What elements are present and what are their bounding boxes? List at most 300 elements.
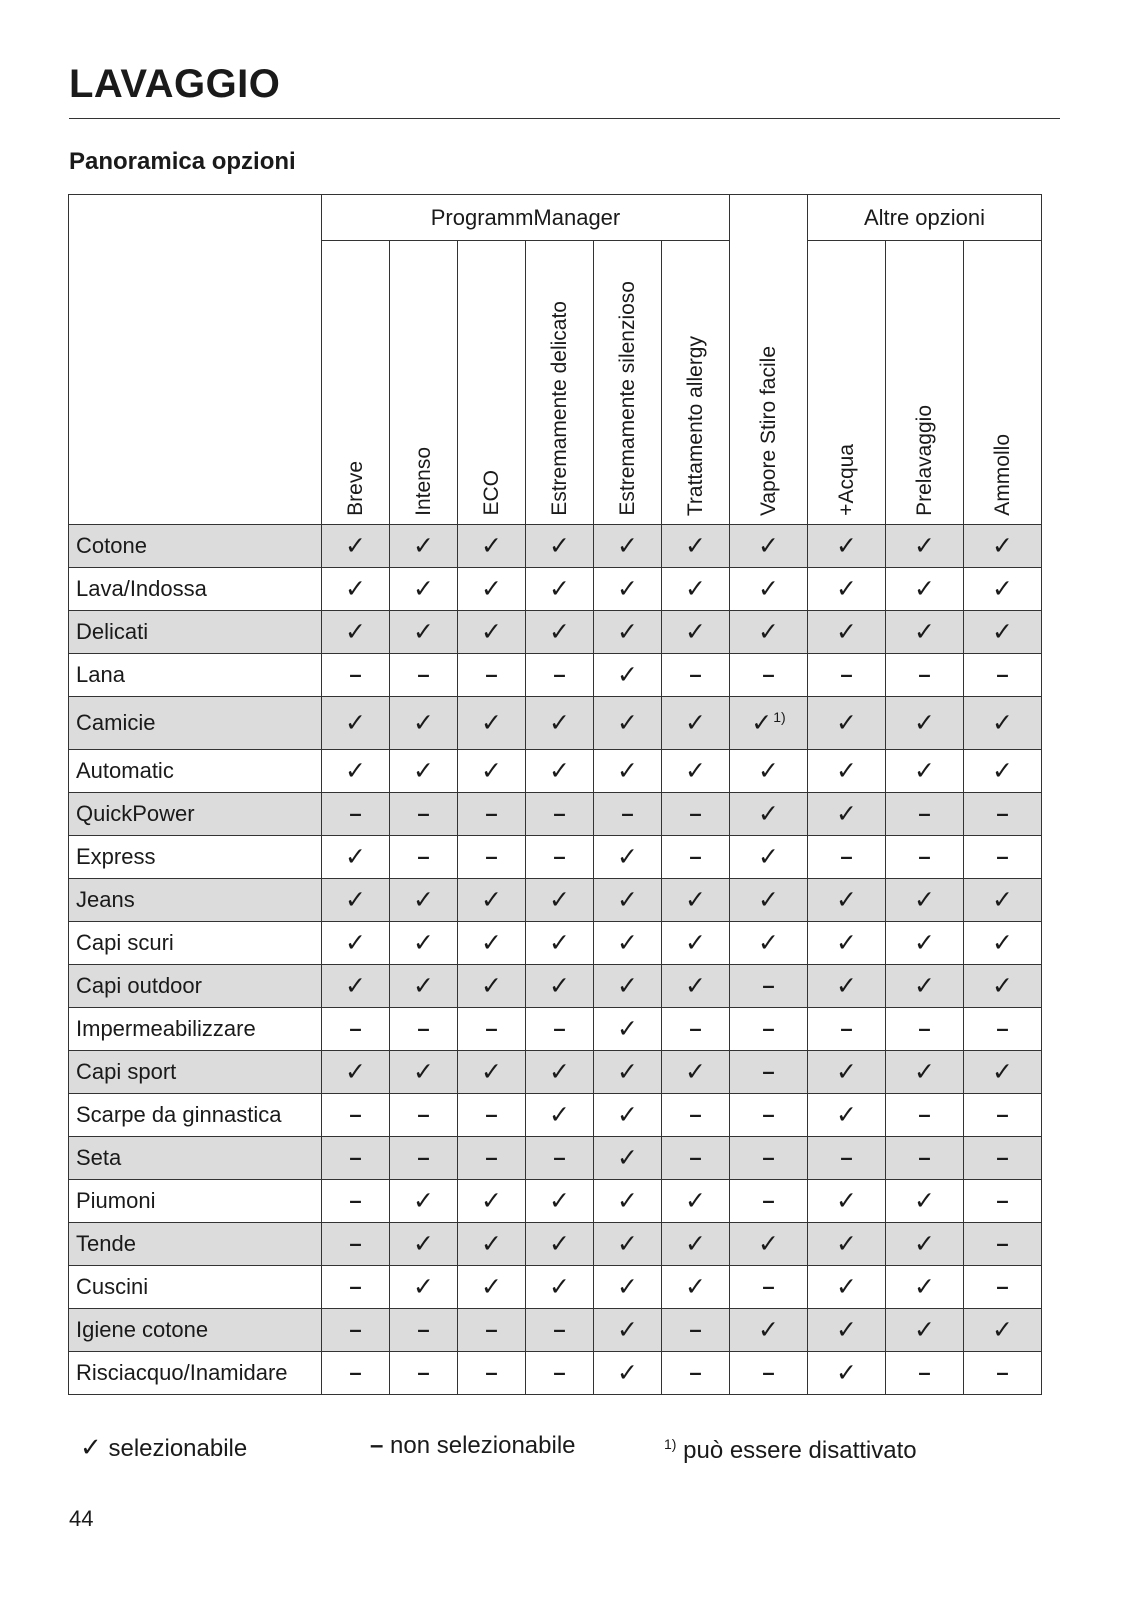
check-icon: ✓ [685, 709, 706, 737]
check-icon: ✓ [345, 709, 366, 737]
column-header-label: Estremamente silenzioso [615, 281, 639, 516]
dash-icon: – [370, 1432, 384, 1459]
check-icon: ✓ [617, 972, 638, 1000]
check-icon: ✓ [758, 532, 779, 560]
table-cell [662, 697, 730, 750]
check-icon: ✓ [617, 661, 638, 689]
check-icon: ✓ [914, 1316, 935, 1344]
table-cell [886, 1266, 964, 1309]
check-icon: ✓ [413, 972, 434, 1000]
options-table [68, 194, 1042, 1395]
check-icon: ✓ [481, 709, 502, 737]
dash-icon: – [689, 1145, 702, 1170]
table-cell [730, 1094, 808, 1137]
check-icon: ✓ [836, 1187, 857, 1215]
legend-selectable-text: selezionabile [108, 1435, 248, 1462]
dash-icon: – [417, 801, 430, 826]
table-cell [964, 1051, 1042, 1094]
table-row [69, 965, 1042, 1008]
check-icon: ✓ [992, 1316, 1013, 1344]
table-cell [886, 611, 964, 654]
table-row [69, 1094, 1042, 1137]
check-icon: ✓ [836, 886, 857, 914]
check-icon: ✓ [481, 972, 502, 1000]
table-cell [322, 611, 390, 654]
dash-icon: – [762, 1145, 775, 1170]
check-icon: ✓ [992, 929, 1013, 957]
dash-icon: – [553, 1016, 566, 1041]
table-cell [730, 1266, 808, 1309]
table-cell [594, 922, 662, 965]
check-icon: ✓$^{1)}$ [751, 708, 786, 737]
dash-icon: – [485, 844, 498, 869]
table-cell [390, 1051, 458, 1094]
dash-icon: – [762, 973, 775, 998]
dash-icon: – [762, 662, 775, 687]
dash-icon: – [996, 844, 1009, 869]
footnote-text: può essere disattivato [683, 1437, 917, 1464]
table-cell [964, 793, 1042, 836]
legend-not-selectable-text: non selezionabile [390, 1432, 576, 1459]
table-cell [594, 879, 662, 922]
table-row [69, 1309, 1042, 1352]
table-cell [662, 525, 730, 568]
table-cell [458, 965, 526, 1008]
table-cell [390, 965, 458, 1008]
table-row [69, 1266, 1042, 1309]
group-header-programmmanager: ProgrammManager [322, 195, 730, 241]
check-icon: ✓ [836, 1230, 857, 1258]
column-header-label: Trattamento allergy [683, 335, 707, 516]
check-icon: ✓ [992, 1058, 1013, 1086]
table-cell [526, 1309, 594, 1352]
check-icon: ✓ [413, 575, 434, 603]
table-cell [594, 1137, 662, 1180]
row-label: Capi outdoor [69, 965, 322, 1008]
check-icon: ✓ [836, 972, 857, 1000]
table-row [69, 1137, 1042, 1180]
table-cell [964, 1137, 1042, 1180]
row-label: QuickPower [69, 793, 322, 836]
check-icon: ✓ [992, 886, 1013, 914]
table-cell [458, 922, 526, 965]
table-cell [808, 836, 886, 879]
check-icon: ✓ [758, 843, 779, 871]
table-cell [730, 1137, 808, 1180]
table-cell [662, 1266, 730, 1309]
column-header-estremamente-silenzioso [594, 241, 662, 525]
check-icon: ✓ [413, 757, 434, 785]
dash-icon: – [417, 662, 430, 687]
table-cell [526, 922, 594, 965]
table-cell [808, 1008, 886, 1051]
table-row [69, 1223, 1042, 1266]
row-label: Automatic [69, 750, 322, 793]
corner-header-cell [69, 195, 322, 525]
row-label: Camicie [69, 697, 322, 750]
row-label: Express [69, 836, 322, 879]
table-cell [662, 965, 730, 1008]
table-cell [964, 879, 1042, 922]
table-cell [594, 1309, 662, 1352]
table-cell [526, 1266, 594, 1309]
table-cell [390, 1352, 458, 1395]
check-icon: ✓ [617, 1058, 638, 1086]
table-cell [886, 525, 964, 568]
check-icon: ✓ [758, 1316, 779, 1344]
footnote-marker: 1) [664, 1436, 677, 1452]
dash-icon: – [485, 1317, 498, 1342]
dash-icon: – [485, 662, 498, 687]
table-cell [390, 1180, 458, 1223]
table-cell [730, 965, 808, 1008]
table-cell [390, 1266, 458, 1309]
table-cell [886, 1008, 964, 1051]
check-icon: ✓ [481, 575, 502, 603]
dash-icon: – [417, 1016, 430, 1041]
check-icon: ✓ [685, 532, 706, 560]
column-header-ammollo [964, 241, 1042, 525]
check-icon: ✓ [617, 618, 638, 646]
check-icon: ✓ [481, 929, 502, 957]
check-icon: ✓ [914, 1058, 935, 1086]
table-cell [390, 879, 458, 922]
check-icon: ✓ [685, 618, 706, 646]
table-cell [808, 611, 886, 654]
table-cell [730, 1352, 808, 1395]
table-cell [886, 1094, 964, 1137]
column-header-label: Vapore Stiro facile [756, 345, 780, 516]
table-row [69, 697, 1042, 750]
table-cell [526, 965, 594, 1008]
check-icon: ✓ [481, 1273, 502, 1301]
table-cell [458, 525, 526, 568]
table-cell [322, 1180, 390, 1223]
table-cell [886, 654, 964, 697]
check-icon: ✓ [992, 618, 1013, 646]
column-header-eco [458, 241, 526, 525]
row-label: Tende [69, 1223, 322, 1266]
dash-icon: – [417, 1102, 430, 1127]
table-cell [886, 922, 964, 965]
row-label: Capi sport [69, 1051, 322, 1094]
check-icon: ✓ [345, 886, 366, 914]
group-header-altre-opzioni: Altre opzioni [808, 195, 1042, 241]
dash-icon: – [996, 1231, 1009, 1256]
check-icon: ✓ [345, 532, 366, 560]
table-cell [662, 1051, 730, 1094]
column-header-vapore-stiro-facile [730, 195, 808, 525]
table-cell [322, 1223, 390, 1266]
table-cell [526, 1094, 594, 1137]
table-cell [886, 697, 964, 750]
table-cell [322, 1309, 390, 1352]
table-cell [322, 1094, 390, 1137]
dash-icon: – [840, 662, 853, 687]
row-label: Lava/Indossa [69, 568, 322, 611]
check-icon: ✓ [992, 972, 1013, 1000]
dash-icon: – [349, 1317, 362, 1342]
dash-icon: – [762, 1016, 775, 1041]
column-header-trattamento-allergy [662, 241, 730, 525]
check-icon: ✓ [549, 1058, 570, 1086]
dash-icon: – [996, 1274, 1009, 1299]
table-cell [808, 1266, 886, 1309]
table-cell [662, 1137, 730, 1180]
check-icon: ✓ [836, 618, 857, 646]
table-cell [808, 965, 886, 1008]
table-row [69, 836, 1042, 879]
table-cell [808, 1180, 886, 1223]
table-cell [886, 1223, 964, 1266]
dash-icon: – [689, 1102, 702, 1127]
column-header-label: Prelavaggio [912, 405, 936, 516]
table-cell [662, 1094, 730, 1137]
dash-icon: – [762, 1059, 775, 1084]
check-icon: ✓ [481, 532, 502, 560]
table-row [69, 525, 1042, 568]
table-cell [662, 1352, 730, 1395]
table-cell [808, 750, 886, 793]
check-icon: ✓ [836, 1058, 857, 1086]
check-icon: ✓ [617, 1359, 638, 1387]
table-cell [390, 793, 458, 836]
table-cell [730, 1309, 808, 1352]
table-cell [526, 836, 594, 879]
table-cell [964, 965, 1042, 1008]
dash-icon: – [689, 1317, 702, 1342]
column-header-label: Intenso [411, 447, 435, 516]
table-cell [886, 1051, 964, 1094]
table-cell [662, 793, 730, 836]
table-cell [662, 611, 730, 654]
check-icon: ✓ [836, 1101, 857, 1129]
table-cell [964, 525, 1042, 568]
table-row [69, 611, 1042, 654]
dash-icon: – [762, 1360, 775, 1385]
table-cell [808, 568, 886, 611]
column-header-label: Estremamente delicato [547, 301, 571, 516]
table-cell [458, 611, 526, 654]
dash-icon: – [553, 662, 566, 687]
check-icon: ✓ [617, 1101, 638, 1129]
column-header-acqua [808, 241, 886, 525]
check-icon: ✓ [914, 532, 935, 560]
check-icon: ✓ [685, 1058, 706, 1086]
table-cell [390, 1137, 458, 1180]
table-cell [594, 654, 662, 697]
table-row [69, 654, 1042, 697]
check-icon: ✓ [617, 929, 638, 957]
dash-icon: – [689, 1360, 702, 1385]
row-label: Igiene cotone [69, 1309, 322, 1352]
check-icon: ✓ [914, 618, 935, 646]
dash-icon: – [349, 1016, 362, 1041]
check-icon: ✓ [617, 1144, 638, 1172]
table-cell [458, 879, 526, 922]
dash-icon: – [553, 801, 566, 826]
table-cell [526, 1352, 594, 1395]
check-icon: ✓ [549, 886, 570, 914]
page-number: 44 [69, 1506, 94, 1531]
table-cell [730, 1008, 808, 1051]
check-icon: ✓ [685, 972, 706, 1000]
table-cell [458, 793, 526, 836]
table-cell [808, 1094, 886, 1137]
table-cell [594, 1008, 662, 1051]
dash-icon: – [689, 1016, 702, 1041]
check-icon: ✓ [758, 575, 779, 603]
table-cell [322, 697, 390, 750]
check-icon: ✓ [617, 886, 638, 914]
check-icon: ✓ [413, 1058, 434, 1086]
table-cell [662, 568, 730, 611]
check-icon: ✓ [345, 972, 366, 1000]
dash-icon: – [485, 801, 498, 826]
column-header-label: +Acqua [834, 444, 858, 516]
dash-icon: – [996, 1102, 1009, 1127]
row-label: Jeans [69, 879, 322, 922]
check-icon: ✓ [758, 886, 779, 914]
table-row [69, 750, 1042, 793]
check-icon: ✓ [685, 575, 706, 603]
dash-icon: – [840, 1145, 853, 1170]
dash-icon: – [417, 1317, 430, 1342]
table-cell [808, 922, 886, 965]
check-icon: ✓ [413, 1273, 434, 1301]
check-icon: ✓ [914, 1187, 935, 1215]
check-icon: ✓ [549, 1273, 570, 1301]
legend-footnote [664, 1436, 917, 1465]
row-label: Seta [69, 1137, 322, 1180]
table-cell [526, 1008, 594, 1051]
dash-icon: – [996, 662, 1009, 687]
table-cell [662, 879, 730, 922]
table-cell [594, 611, 662, 654]
table-cell [808, 525, 886, 568]
table-cell [390, 1309, 458, 1352]
row-label: Risciacquo/Inamidare [69, 1352, 322, 1395]
table-row [69, 1180, 1042, 1223]
dash-icon: – [553, 1360, 566, 1385]
table-cell [594, 965, 662, 1008]
column-header-prelavaggio [886, 241, 964, 525]
table-cell [964, 750, 1042, 793]
check-icon: ✓ [345, 929, 366, 957]
table-cell [964, 1223, 1042, 1266]
table-cell [526, 750, 594, 793]
table-cell [390, 1223, 458, 1266]
table-cell [458, 1094, 526, 1137]
table-cell [964, 836, 1042, 879]
check-icon: ✓ [413, 886, 434, 914]
check-icon: ✓ [481, 1230, 502, 1258]
table-cell [594, 1266, 662, 1309]
check-icon: ✓ [992, 575, 1013, 603]
check-icon: ✓ [549, 929, 570, 957]
table-cell [458, 1266, 526, 1309]
check-icon: ✓ [914, 1230, 935, 1258]
dash-icon: – [349, 1145, 362, 1170]
row-label: Impermeabilizzare [69, 1008, 322, 1051]
table-cell [730, 922, 808, 965]
table-cell [808, 1223, 886, 1266]
dash-icon: – [349, 1102, 362, 1127]
check-icon: ✓ [413, 1230, 434, 1258]
check-icon: ✓ [481, 1058, 502, 1086]
table-row [69, 1008, 1042, 1051]
dash-icon: – [553, 844, 566, 869]
table-cell [594, 568, 662, 611]
check-icon: ✓ [685, 757, 706, 785]
table-cell [390, 697, 458, 750]
column-header-intenso [390, 241, 458, 525]
table-cell [730, 879, 808, 922]
dash-icon: – [918, 801, 931, 826]
table-cell [390, 568, 458, 611]
dash-icon: – [840, 1016, 853, 1041]
table-cell [730, 1223, 808, 1266]
check-icon: ✓ [549, 1187, 570, 1215]
table-cell [322, 836, 390, 879]
check-icon: ✓ [481, 757, 502, 785]
table-cell [886, 879, 964, 922]
check-icon: ✓ [836, 1359, 857, 1387]
check-icon: ✓ [758, 800, 779, 828]
table-cell [458, 654, 526, 697]
table-cell [964, 1008, 1042, 1051]
check-icon: ✓ [914, 1273, 935, 1301]
table-cell [886, 1352, 964, 1395]
check-icon: ✓ [685, 1187, 706, 1215]
table-cell [322, 1008, 390, 1051]
table-cell [526, 793, 594, 836]
check-icon: ✓ [80, 1432, 102, 1462]
dash-icon: – [417, 844, 430, 869]
table-cell [808, 1309, 886, 1352]
table-cell [322, 1352, 390, 1395]
dash-icon: – [349, 1231, 362, 1256]
table-cell [964, 611, 1042, 654]
check-icon: ✓ [413, 532, 434, 560]
table-cell [662, 922, 730, 965]
table-cell [964, 1266, 1042, 1309]
table-row [69, 922, 1042, 965]
table-cell [594, 793, 662, 836]
dash-icon: – [553, 1145, 566, 1170]
table-cell [886, 965, 964, 1008]
table-cell [886, 1137, 964, 1180]
table-cell [808, 1051, 886, 1094]
table-cell [808, 879, 886, 922]
table-cell [458, 1008, 526, 1051]
check-icon: ✓ [992, 532, 1013, 560]
title-divider [69, 118, 1060, 119]
table-cell [594, 1051, 662, 1094]
check-icon: ✓ [617, 757, 638, 785]
table-cell [594, 1352, 662, 1395]
table-cell [322, 1266, 390, 1309]
check-icon: ✓ [481, 618, 502, 646]
table-cell [526, 1137, 594, 1180]
check-icon: ✓ [992, 757, 1013, 785]
dash-icon: – [349, 1360, 362, 1385]
table-cell [662, 654, 730, 697]
column-header-label: Breve [343, 461, 367, 516]
check-icon: ✓ [481, 886, 502, 914]
table-cell [526, 611, 594, 654]
check-icon: ✓ [685, 886, 706, 914]
